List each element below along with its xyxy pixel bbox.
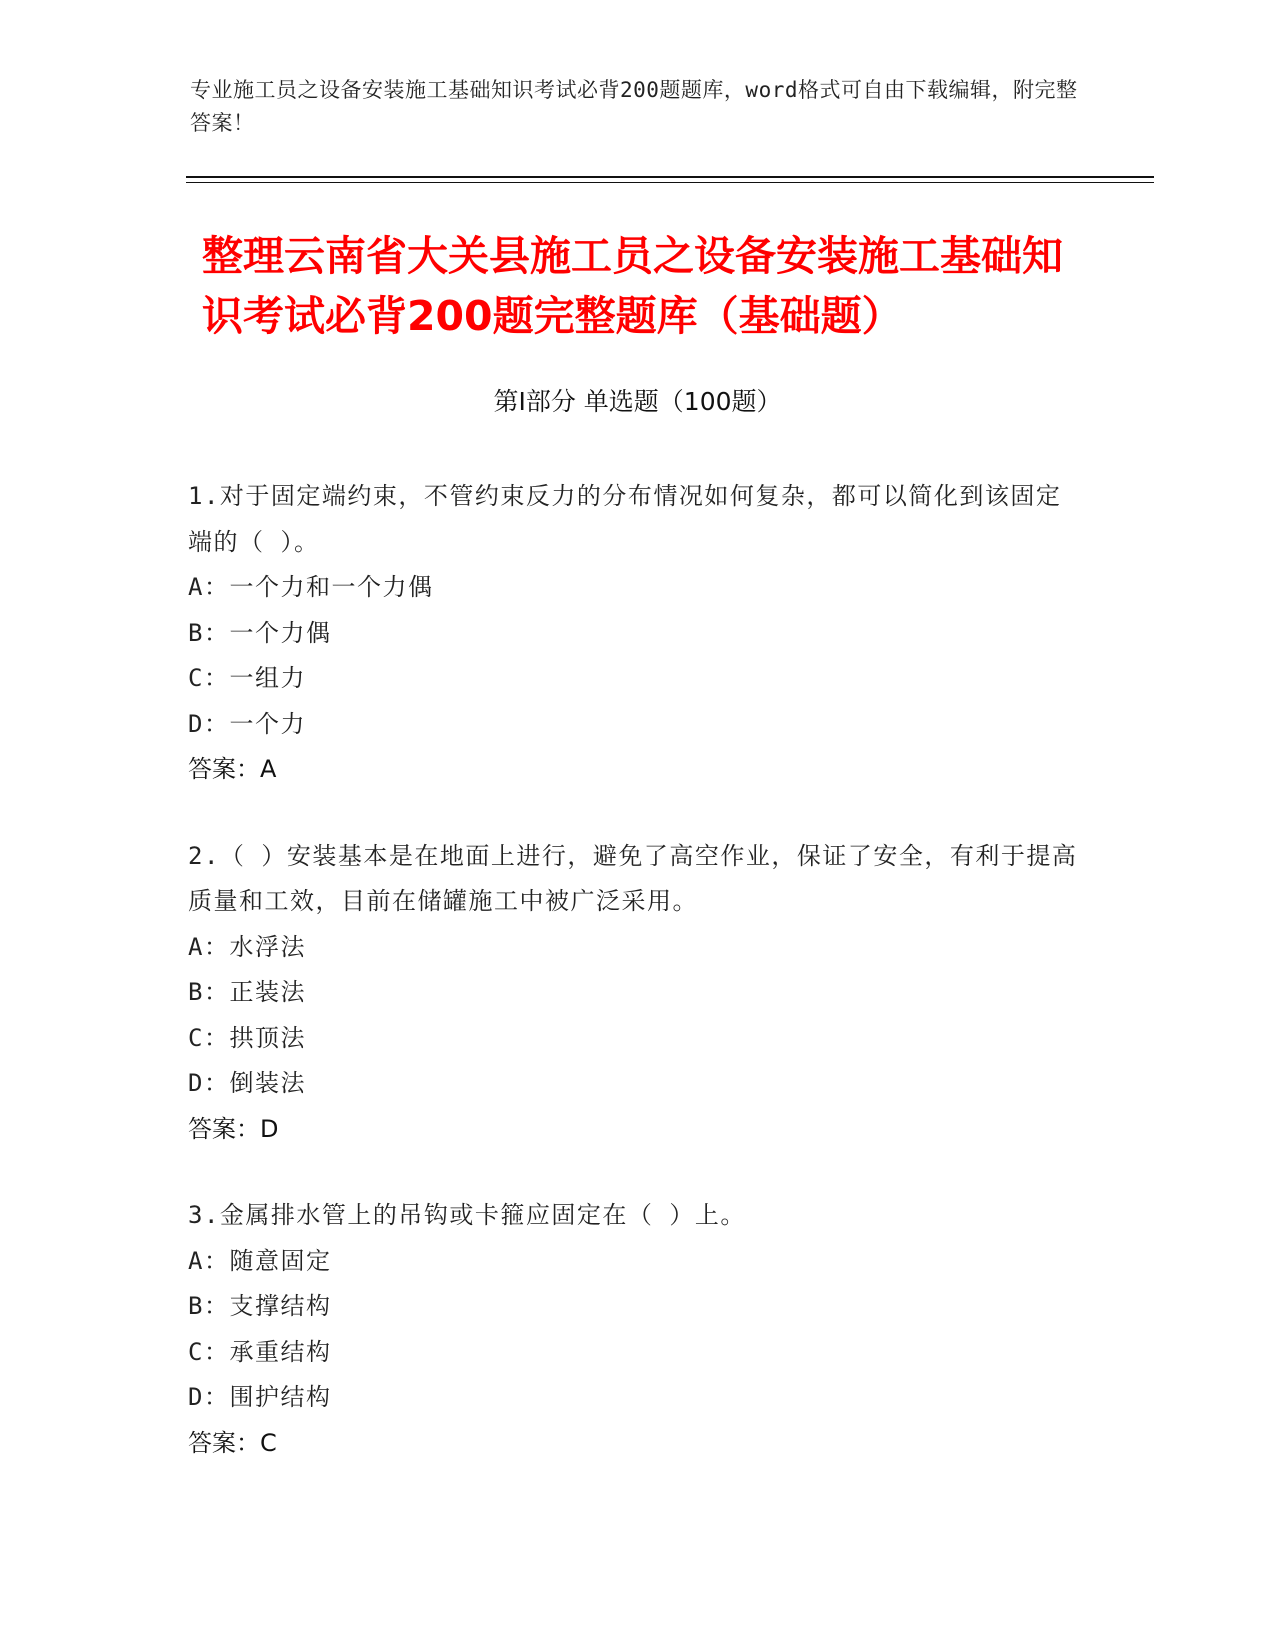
question-list — [188, 474, 1078, 1507]
question-item — [188, 834, 1078, 1153]
option-c: C：拱顶法 — [188, 1023, 306, 1052]
answer-line: 答案：D — [188, 1114, 279, 1143]
option-b: B：一个力偶 — [188, 618, 332, 647]
section-heading: 第Ⅰ部分 单选题（100题） — [493, 387, 782, 416]
header-note: 专业施工员之设备安装施工基础知识考试必背200题题库，word格式可自由下载编辑，附完整答案！ — [190, 78, 1078, 135]
answer-line: 答案：C — [188, 1428, 277, 1457]
question-stem: 1.对于固定端约束，不管约束反力的分布情况如何复杂，都可以简化到该固定端的（ ）。 — [188, 482, 1062, 556]
option-b: B：支撑结构 — [188, 1292, 332, 1320]
option-a: A：水浮法 — [188, 932, 306, 961]
question-stem: 3.金属排水管上的吊钩或卡箍应固定在（ ）上。 — [188, 1201, 746, 1229]
answer-line: 答案：A — [188, 755, 277, 783]
question-stem: 2.（ ）安装基本是在地面上进行，避免了高空作业，保证了安全，有利于提高质量和工效，目前在储罐施工中被广泛采用。 — [188, 841, 1078, 915]
option-d: D：围护结构 — [188, 1383, 332, 1411]
option-a: A：随意固定 — [188, 1246, 332, 1275]
header-rule-thick — [186, 176, 1154, 178]
option-d: D：一个力 — [188, 709, 306, 738]
question-item — [188, 1193, 1078, 1466]
option-b: B：正装法 — [188, 978, 306, 1006]
option-a: A：一个力和一个力偶 — [188, 573, 434, 601]
header-rule-thin — [186, 182, 1154, 183]
option-d: D：倒装法 — [188, 1069, 306, 1097]
document-title: 整理云南省大关县施工员之设备安装施工基础知识考试必背200题完整题库（基础题） — [202, 232, 1063, 340]
question-item — [188, 474, 1078, 793]
option-c: C：一组力 — [188, 664, 306, 692]
option-c: C：承重结构 — [188, 1337, 332, 1366]
